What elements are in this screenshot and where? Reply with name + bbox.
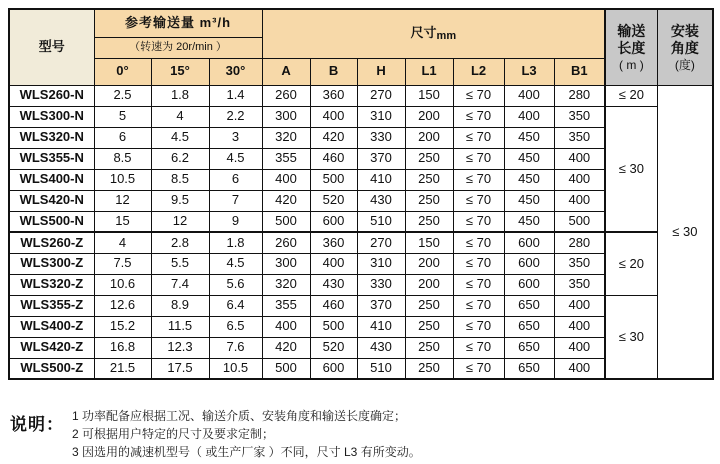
value-cell: 650 <box>504 316 554 337</box>
angle-unit: (度) <box>674 57 695 72</box>
model-cell: WLS355-Z <box>9 295 94 316</box>
value-cell: 17.5 <box>151 358 209 379</box>
spec-table <box>8 8 714 380</box>
value-cell: 600 <box>504 232 554 253</box>
value-cell: 200 <box>405 253 453 274</box>
value-cell: 300 <box>262 253 310 274</box>
value-cell: 430 <box>310 274 357 295</box>
length-span-cell: ≤ 30 <box>605 106 657 232</box>
value-cell: 10.6 <box>94 274 151 295</box>
dim-h-header: H <box>357 58 405 85</box>
value-cell: 6 <box>209 169 262 190</box>
table-row <box>9 295 713 316</box>
value-cell: 200 <box>405 127 453 148</box>
value-cell: 400 <box>504 85 554 106</box>
value-cell: 5 <box>94 106 151 127</box>
angle-30-header: 30° <box>209 58 262 85</box>
value-cell: 350 <box>554 127 605 148</box>
value-cell: 460 <box>310 148 357 169</box>
value-cell: 510 <box>357 211 405 232</box>
angle-0-header: 0° <box>94 58 151 85</box>
value-cell: 2.2 <box>209 106 262 127</box>
value-cell: 650 <box>504 295 554 316</box>
note-item-2: 2 可根据用户特定的尺寸及要求定制； <box>72 427 275 441</box>
value-cell: ≤ 70 <box>453 127 504 148</box>
value-cell: 15 <box>94 211 151 232</box>
value-cell: 12 <box>94 190 151 211</box>
value-cell: 260 <box>262 232 310 253</box>
angle-span-cell: ≤ 30 <box>657 85 713 379</box>
value-cell: 12.3 <box>151 337 209 358</box>
value-cell: 450 <box>504 211 554 232</box>
value-cell: 2.8 <box>151 232 209 253</box>
value-cell: 12.6 <box>94 295 151 316</box>
value-cell: 250 <box>405 169 453 190</box>
value-cell: 7.6 <box>209 337 262 358</box>
value-cell: 400 <box>310 106 357 127</box>
value-cell: ≤ 70 <box>453 274 504 295</box>
value-cell: 250 <box>405 316 453 337</box>
value-cell: ≤ 70 <box>453 295 504 316</box>
value-cell: 8.5 <box>151 169 209 190</box>
value-cell: 360 <box>310 85 357 106</box>
value-cell: 350 <box>554 274 605 295</box>
value-cell: 8.5 <box>94 148 151 169</box>
capacity-header: 参考输送量 m³/h <box>94 9 262 37</box>
notes-list <box>72 406 421 461</box>
value-cell: 600 <box>504 253 554 274</box>
value-cell: 400 <box>504 106 554 127</box>
value-cell: 1.4 <box>209 85 262 106</box>
angle-15-header: 15° <box>151 58 209 85</box>
value-cell: ≤ 70 <box>453 148 504 169</box>
value-cell: 420 <box>262 190 310 211</box>
model-cell: WLS420-N <box>9 190 94 211</box>
model-cell: WLS300-N <box>9 106 94 127</box>
value-cell: 450 <box>504 127 554 148</box>
value-cell: 270 <box>357 232 405 253</box>
value-cell: 6.5 <box>209 316 262 337</box>
size-title: 尺寸 <box>410 24 437 40</box>
value-cell: ≤ 70 <box>453 358 504 379</box>
value-cell: 600 <box>310 358 357 379</box>
value-cell: 7 <box>209 190 262 211</box>
value-cell: 420 <box>310 127 357 148</box>
value-cell: 500 <box>262 211 310 232</box>
value-cell: 150 <box>405 85 453 106</box>
model-cell: WLS500-N <box>9 211 94 232</box>
value-cell: 400 <box>554 337 605 358</box>
value-cell: 4 <box>94 232 151 253</box>
size-unit: mm <box>436 29 457 42</box>
value-cell: 21.5 <box>94 358 151 379</box>
length-span-cell: ≤ 20 <box>605 232 657 295</box>
value-cell: 430 <box>357 337 405 358</box>
value-cell: 430 <box>357 190 405 211</box>
value-cell: 4 <box>151 106 209 127</box>
notes-section <box>10 406 421 461</box>
value-cell: 370 <box>357 148 405 169</box>
table-header <box>9 9 713 85</box>
value-cell: 400 <box>310 253 357 274</box>
dim-l2-header: L2 <box>453 58 504 85</box>
value-cell: ≤ 70 <box>453 316 504 337</box>
note-item-3: 3 因选用的减速机型号（ 或生产厂家 ）不同，尺寸 L3 有所变动。 <box>72 445 421 459</box>
value-cell: 200 <box>405 106 453 127</box>
value-cell: 4.5 <box>209 148 262 169</box>
table-row <box>9 106 713 127</box>
value-cell: 355 <box>262 148 310 169</box>
model-cell: WLS260-Z <box>9 232 94 253</box>
model-cell: WLS400-Z <box>9 316 94 337</box>
value-cell: 12 <box>151 211 209 232</box>
value-cell: 10.5 <box>209 358 262 379</box>
value-cell: 250 <box>405 358 453 379</box>
length-column-header <box>605 9 657 85</box>
value-cell: 310 <box>357 253 405 274</box>
value-cell: 11.5 <box>151 316 209 337</box>
value-cell: 270 <box>357 85 405 106</box>
value-cell: 420 <box>262 337 310 358</box>
value-cell: 10.5 <box>94 169 151 190</box>
value-cell: ≤ 70 <box>453 169 504 190</box>
value-cell: 1.8 <box>151 85 209 106</box>
model-cell: WLS320-N <box>9 127 94 148</box>
value-cell: 400 <box>554 316 605 337</box>
value-cell: 400 <box>262 169 310 190</box>
value-cell: 370 <box>357 295 405 316</box>
value-cell: 5.5 <box>151 253 209 274</box>
value-cell: 600 <box>504 274 554 295</box>
model-cell: WLS355-N <box>9 148 94 169</box>
model-cell: WLS300-Z <box>9 253 94 274</box>
value-cell: ≤ 70 <box>453 232 504 253</box>
value-cell: 330 <box>357 127 405 148</box>
value-cell: 400 <box>554 295 605 316</box>
value-cell: 150 <box>405 232 453 253</box>
value-cell: 520 <box>310 337 357 358</box>
size-header <box>262 9 605 58</box>
value-cell: 400 <box>554 148 605 169</box>
model-cell: WLS260-N <box>9 85 94 106</box>
length-span-cell: ≤ 20 <box>605 85 657 106</box>
value-cell: 250 <box>405 148 453 169</box>
value-cell: 450 <box>504 190 554 211</box>
capacity-subtitle: （转速为 20r/min ） <box>94 37 262 58</box>
value-cell: 4.5 <box>209 253 262 274</box>
value-cell: 200 <box>405 274 453 295</box>
value-cell: 2.5 <box>94 85 151 106</box>
value-cell: 320 <box>262 127 310 148</box>
model-cell: WLS420-Z <box>9 337 94 358</box>
angle-title: 安装角度 <box>670 22 699 57</box>
value-cell: 650 <box>504 337 554 358</box>
value-cell: 400 <box>554 358 605 379</box>
value-cell: 9 <box>209 211 262 232</box>
table-row <box>9 232 713 253</box>
value-cell: 7.4 <box>151 274 209 295</box>
dim-l3-header: L3 <box>504 58 554 85</box>
value-cell: 6 <box>94 127 151 148</box>
value-cell: 15.2 <box>94 316 151 337</box>
value-cell: 350 <box>554 253 605 274</box>
value-cell: 6.2 <box>151 148 209 169</box>
value-cell: ≤ 70 <box>453 85 504 106</box>
value-cell: 500 <box>554 211 605 232</box>
angle-column-header <box>657 9 713 85</box>
value-cell: ≤ 70 <box>453 190 504 211</box>
length-unit: ( m ) <box>619 57 644 72</box>
value-cell: 450 <box>504 169 554 190</box>
value-cell: 355 <box>262 295 310 316</box>
dim-b1-header: B1 <box>554 58 605 85</box>
value-cell: ≤ 70 <box>453 253 504 274</box>
value-cell: 250 <box>405 337 453 358</box>
value-cell: 7.5 <box>94 253 151 274</box>
dim-l1-header: L1 <box>405 58 453 85</box>
value-cell: 410 <box>357 316 405 337</box>
value-cell: 310 <box>357 106 405 127</box>
spec-table-wrap <box>8 8 712 380</box>
dim-a-header: A <box>262 58 310 85</box>
value-cell: 8.9 <box>151 295 209 316</box>
model-column-header: 型号 <box>9 9 94 85</box>
value-cell: ≤ 70 <box>453 106 504 127</box>
value-cell: 250 <box>405 211 453 232</box>
value-cell: 300 <box>262 106 310 127</box>
value-cell: 320 <box>262 274 310 295</box>
value-cell: 250 <box>405 295 453 316</box>
value-cell: 500 <box>262 358 310 379</box>
value-cell: 400 <box>262 316 310 337</box>
value-cell: 410 <box>357 169 405 190</box>
value-cell: 280 <box>554 232 605 253</box>
value-cell: 510 <box>357 358 405 379</box>
value-cell: ≤ 70 <box>453 211 504 232</box>
value-cell: 4.5 <box>151 127 209 148</box>
value-cell: 450 <box>504 148 554 169</box>
value-cell: 650 <box>504 358 554 379</box>
value-cell: 350 <box>554 106 605 127</box>
table-row <box>9 85 713 106</box>
table-body <box>9 85 713 379</box>
value-cell: 5.6 <box>209 274 262 295</box>
value-cell: 3 <box>209 127 262 148</box>
value-cell: 460 <box>310 295 357 316</box>
length-span-cell: ≤ 30 <box>605 295 657 379</box>
model-cell: WLS400-N <box>9 169 94 190</box>
value-cell: 400 <box>554 169 605 190</box>
note-item-1: 1 功率配备应根据工况、输送介质、安装角度和输送长度确定； <box>72 409 407 423</box>
model-cell: WLS500-Z <box>9 358 94 379</box>
value-cell: 6.4 <box>209 295 262 316</box>
value-cell: 500 <box>310 169 357 190</box>
value-cell: 500 <box>310 316 357 337</box>
model-cell: WLS320-Z <box>9 274 94 295</box>
dim-b-header: B <box>310 58 357 85</box>
value-cell: 360 <box>310 232 357 253</box>
notes-label: 说明： <box>10 415 64 434</box>
value-cell: 16.8 <box>94 337 151 358</box>
value-cell: 330 <box>357 274 405 295</box>
value-cell: 600 <box>310 211 357 232</box>
value-cell: 520 <box>310 190 357 211</box>
length-title: 输送长度 <box>617 22 646 57</box>
value-cell: ≤ 70 <box>453 337 504 358</box>
value-cell: 400 <box>554 190 605 211</box>
value-cell: 1.8 <box>209 232 262 253</box>
value-cell: 280 <box>554 85 605 106</box>
value-cell: 260 <box>262 85 310 106</box>
value-cell: 9.5 <box>151 190 209 211</box>
value-cell: 250 <box>405 190 453 211</box>
